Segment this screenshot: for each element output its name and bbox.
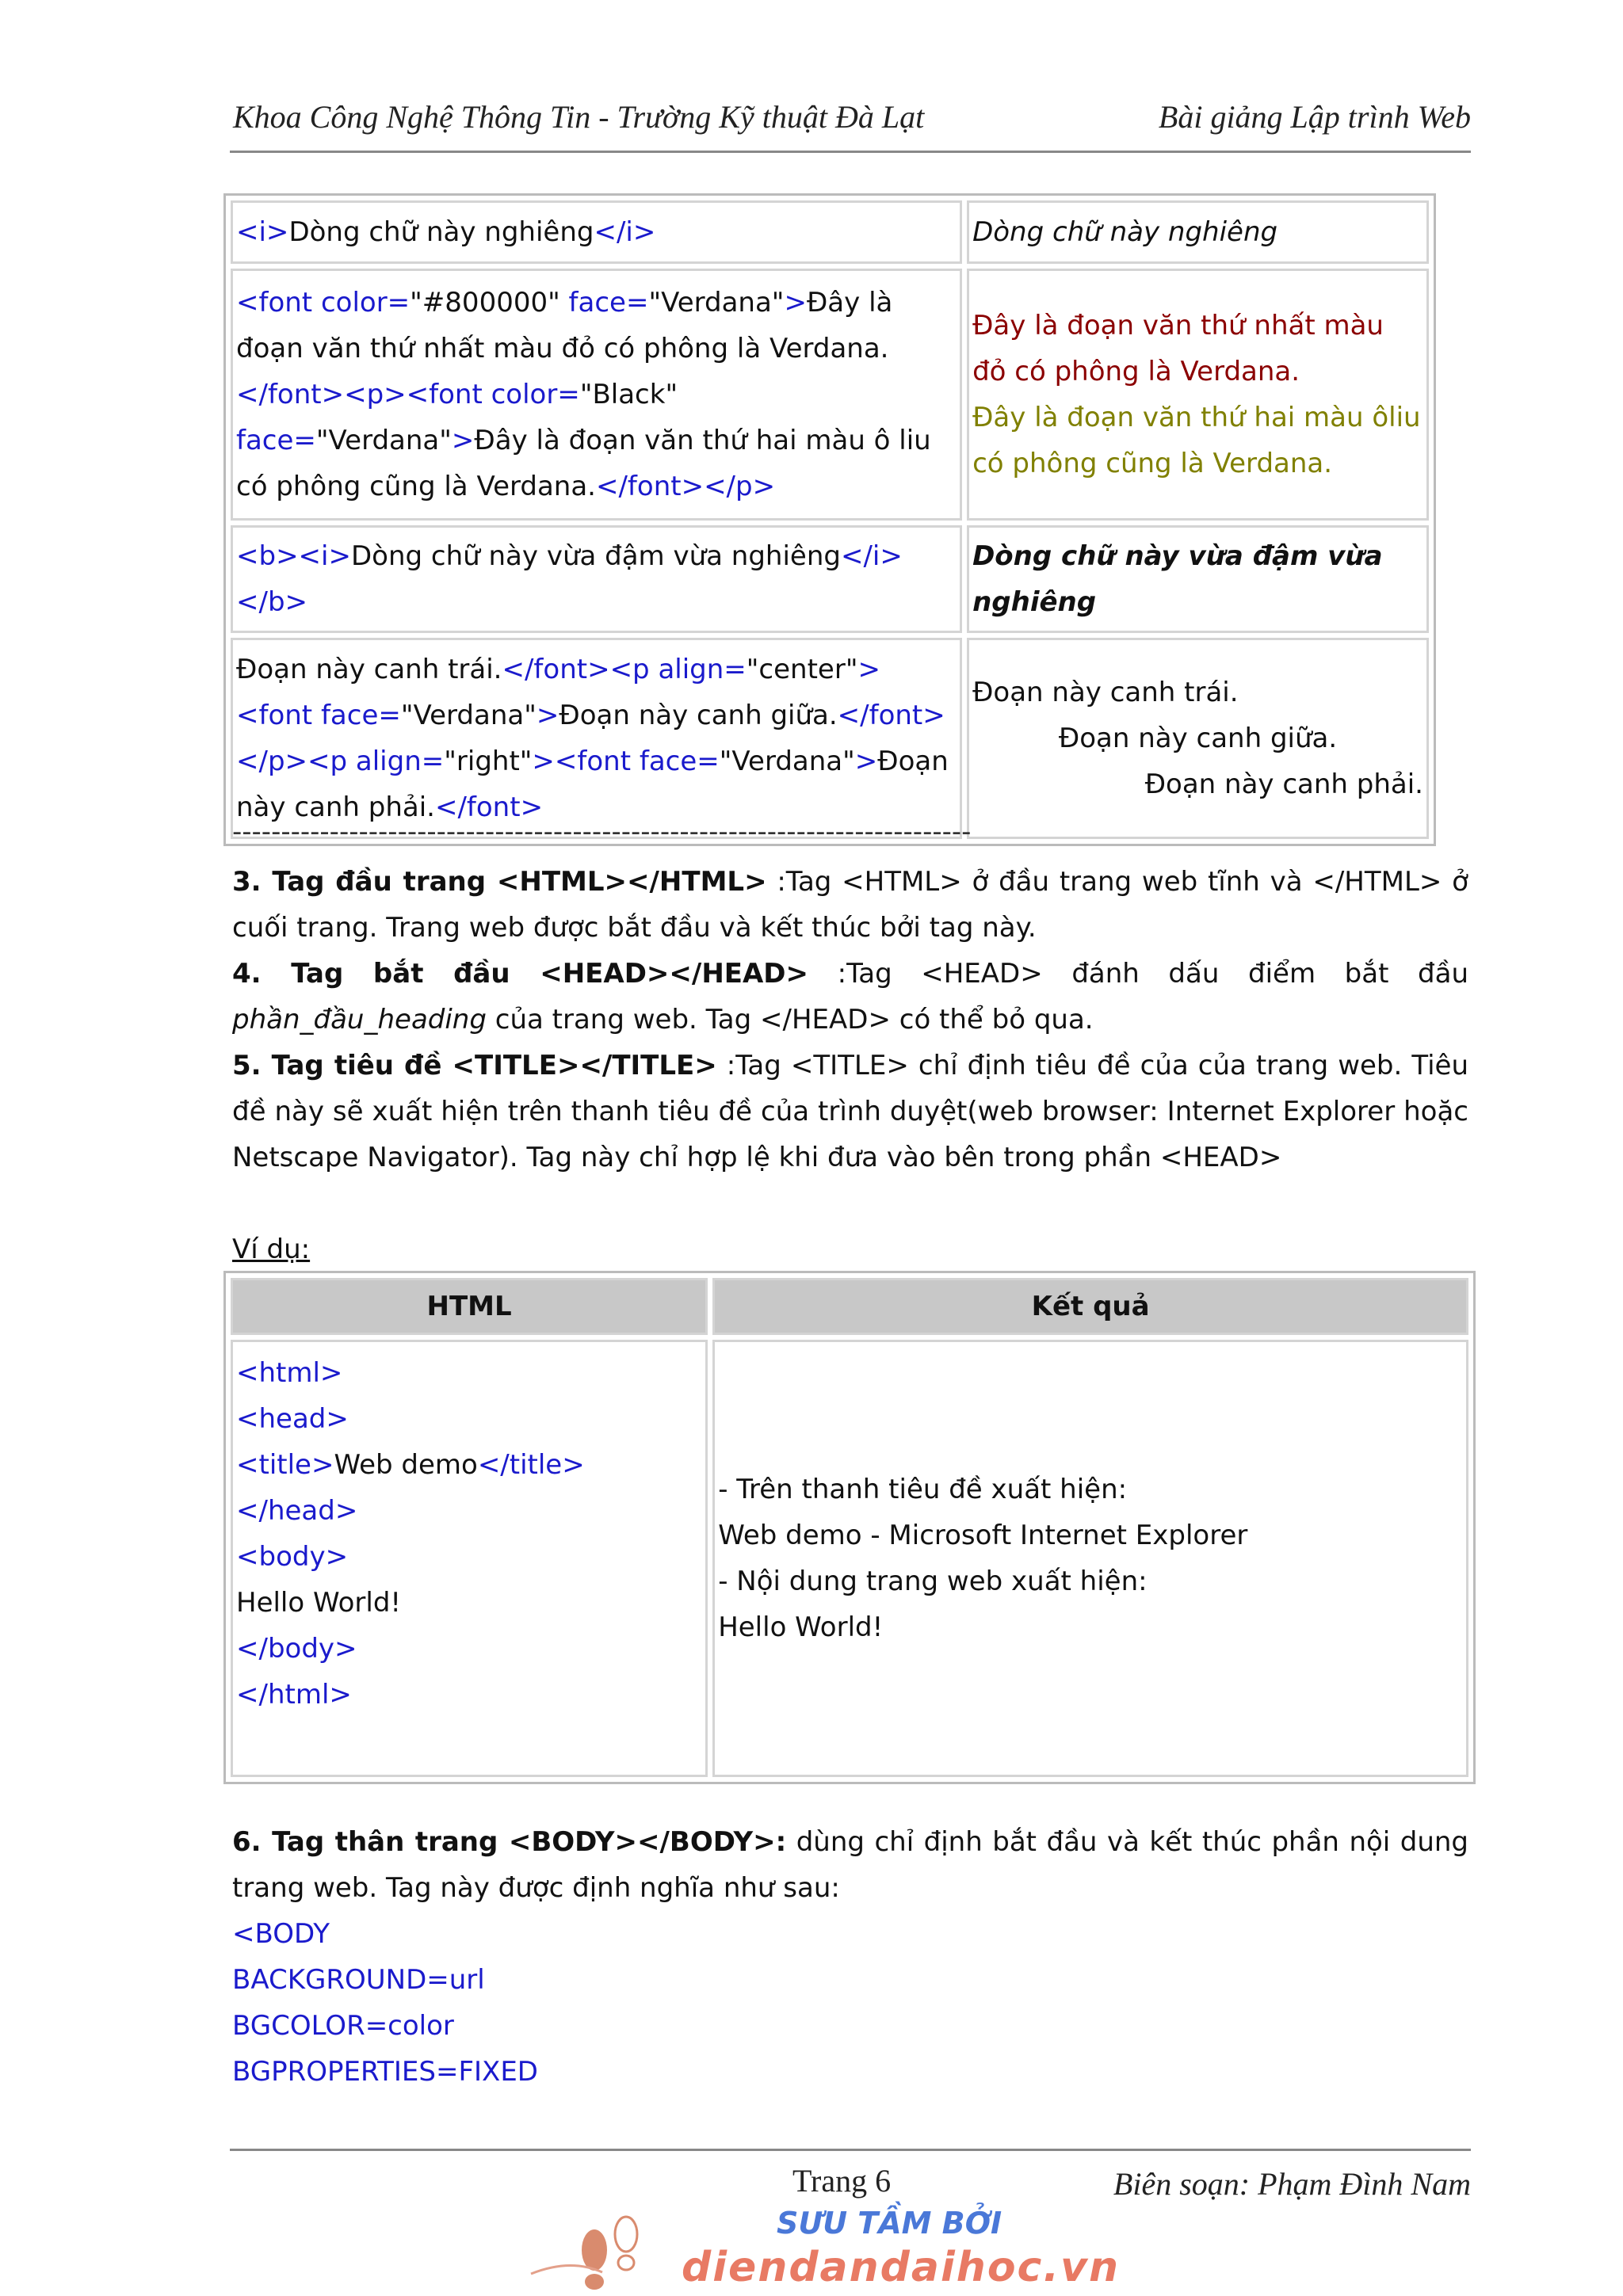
table-header-row — [231, 1278, 1468, 1335]
table-cell-code: <i>Dòng chữ này nghiêng</i> — [231, 200, 962, 264]
page-header — [230, 87, 1471, 153]
separator-line: ---------------------------------------------------------------------------- — [232, 816, 972, 848]
title-tag-example-table — [223, 1271, 1476, 1784]
page-number: Trang 6 — [792, 2163, 892, 2199]
section-6-paragraph: 6. Tag thân trang <BODY></BODY>: dùng chỉ định bắt đầu và kết thúc phần nội dung trang web. Tag này được định nghĩa như sau: — [232, 1826, 1469, 1904]
table-row — [231, 1340, 1468, 1777]
table-cell-code: <font color="#800000" face="Verdana">Đây là đoạn văn thứ nhất màu đỏ có phông là Verdana.</font><p><font color="Black" face="Verdana">Đây là đoạn văn thứ hai màu ô liu có phông cũng là Verdana.</font></p> — [231, 269, 962, 521]
table-row — [231, 200, 1429, 264]
section-5-paragraph: 5. Tag tiêu đề <TITLE></TITLE> :Tag <TITLE> chỉ định tiêu đề của của trang web. Tiêu đề này sẽ xuất hiện trên thanh tiêu đề của trình duyệt(web browser: Internet Explorer hoặc Netscape Navigator). Tag này chỉ hợp lệ khi đưa vào bên trong phần <HEAD> — [232, 1050, 1468, 1173]
header-left-text: Khoa Công Nghệ Thông Tin - Trường Kỹ thuật Đà Lạt — [233, 99, 925, 135]
footprints-icon — [523, 2203, 682, 2296]
table-cell-result: Đây là đoạn văn thứ nhất màu đỏ có phông là Verdana. Đây là đoạn văn thứ hai màu ôliu có phông cũng là Verdana. — [967, 269, 1429, 521]
html-tag-example-table — [223, 193, 1436, 846]
watermark-line-1: SƯU TẦM BỞI — [777, 2206, 1002, 2241]
section-3-paragraph: 3. Tag đầu trang <HTML></HTML> :Tag <HTML> ở đầu trang web tĩnh và </HTML> ở cuối trang. Trang web được bắt đầu và kết thúc bởi tag này. — [232, 866, 1468, 944]
column-header-result: Kết quả — [712, 1278, 1468, 1335]
header-right-text: Bài giảng Lập trình Web — [1158, 99, 1471, 135]
table-cell-result: Dòng chữ này nghiêng — [967, 200, 1429, 264]
table-cell-code: <b><i>Dòng chữ này vừa đậm vừa nghiêng</i></b> — [231, 525, 962, 633]
body-tag-definition: <BODY BACKGROUND=url BGCOLOR=color BGPROPERTIES=FIXED — [232, 1918, 538, 2088]
table-cell-code: <html> <head> <title>Web demo</title> </head> <body> Hello World! </body> </html> — [231, 1340, 708, 1777]
section-4-paragraph: 4. Tag bắt đầu <HEAD></HEAD> :Tag <HEAD> đánh dấu điểm bắt đầu phần_đầu_heading của trang web. Tag </HEAD> có thể bỏ qua. — [232, 958, 1468, 1035]
table-cell-code: Đoạn này canh trái.</font><p align="center"><font face="Verdana">Đoạn này canh giữa.</font></p><p align="right"><font face="Verdana">Đoạn này canh phải.</font> — [231, 638, 962, 839]
table-row — [231, 525, 1429, 633]
table-row — [231, 269, 1429, 521]
page-footer — [230, 2149, 1471, 2206]
table-cell-result: Đoạn này canh trái. Đoạn này canh giữa. Đoạn này canh phải. — [967, 638, 1429, 839]
table-cell-result: - Trên thanh tiêu đề xuất hiện: Web demo - Microsoft Internet Explorer - Nội dung trang web xuất hiện: Hello World! — [712, 1340, 1468, 1777]
watermark-line-2: diendandaihoc.vn — [682, 2244, 1121, 2291]
author-credit: Biên soạn: Phạm Đình Nam — [1113, 2166, 1471, 2202]
example-label: Ví dụ: — [232, 1234, 311, 1265]
watermark-logo — [523, 2203, 1121, 2296]
table-row — [231, 638, 1429, 839]
table-cell-result: Dòng chữ này vừa đậm vừa nghiêng — [967, 525, 1429, 633]
column-header-html: HTML — [231, 1278, 708, 1335]
